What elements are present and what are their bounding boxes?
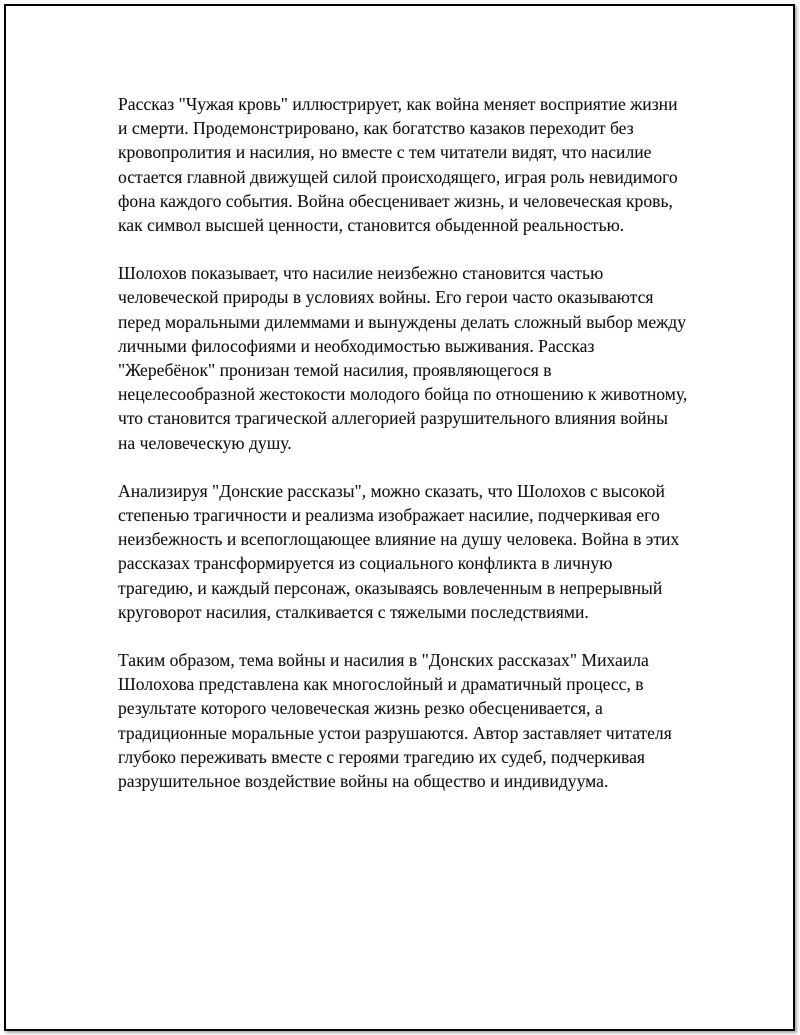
document-body (118, 92, 688, 817)
paragraph-3: Анализируя "Донские рассказы", можно сказать, что Шолохов с высокой степенью трагичности и реализма изображает насилие, подчеркивая его неизбежность и всепоглощающее влияние на душу человека. Война в этих рассказах трансформируется из социального конфликта в личную трагедию, и каждый персонаж, оказываясь вовлеченным в непрерывный круговорот насилия, сталкивается с тяжелыми последствиями. (118, 480, 680, 622)
paragraph-2: Шолохов показывает, что насилие неизбежно становится частью человеческой природы в условиях войны. Его герои часто оказываются перед моральными дилеммами и вынуждены делать сложный выбор между личными философиями и необходимостью выживания. Рассказ "Жеребёнок" пронизан темой насилия, проявляющегося в нецелесообразной жестокости молодого бойца по отношению к животному, что становится трагической аллегорией разрушительного влияния войны на человеческую душу. (118, 263, 688, 453)
paragraph-1: Рассказ "Чужая кровь" иллюстрирует, как война меняет восприятие жизни и смерти. Продемонстрировано, как богатство казаков переходит без кровопролития и насилия, но вместе с тем читатели видят, что насилие остается главной движущей силой происходящего, играя роль невидимого фона каждого события. Война обесценивает жизнь, и человеческая кровь, как символ высшей ценности, становится обыденной реальностью. (118, 94, 678, 236)
paragraph-4: Таким образом, тема войны и насилия в "Донских рассказах" Михаила Шолохова представлена как многослойный и драматичный процесс, в результате которого человеческая жизнь резко обесценивается, а традиционные моральные устои разрушаются. Автор заставляет читателя глубоко переживать вместе с героями трагедию их судеб, подчеркивая разрушительное воздействие войны на общество и индивидуума. (118, 650, 672, 792)
